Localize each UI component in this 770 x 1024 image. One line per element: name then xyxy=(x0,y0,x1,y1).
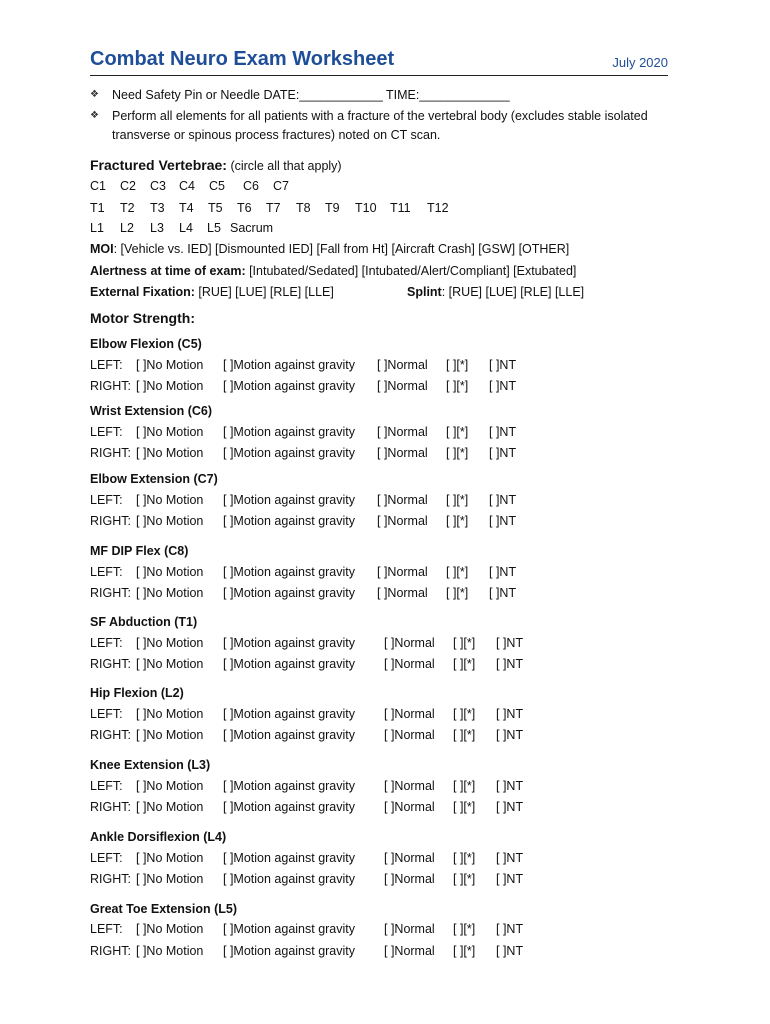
muscle-heading-wrist-extension-c6: Wrist Extension (C6) xyxy=(90,404,213,418)
header-date: July 2020 xyxy=(612,55,668,70)
nt-option[interactable]: [ ]NT xyxy=(496,728,524,742)
nt-option[interactable]: [ ]NT xyxy=(496,851,524,865)
left-side-label: LEFT: xyxy=(90,565,123,579)
vertebra-option[interactable]: T7 xyxy=(266,201,281,215)
left-motor-row xyxy=(90,779,550,795)
vertebra-option[interactable]: Sacrum xyxy=(230,221,274,235)
vertebra-option[interactable]: T1 xyxy=(90,201,105,215)
no-motion-option[interactable]: [ ]No Motion xyxy=(136,379,204,393)
normal-option[interactable]: [ ]Normal xyxy=(384,800,435,814)
motion-against-gravity-option[interactable]: [ ]Motion against gravity xyxy=(223,851,356,865)
star-option[interactable]: [ ][*] xyxy=(453,707,476,721)
diamond-bullet-icon: ❖ xyxy=(90,110,99,121)
vertebra-option[interactable]: T11 xyxy=(390,201,411,215)
vertebra-option[interactable]: T12 xyxy=(427,201,449,215)
worksheet-header xyxy=(90,48,668,76)
vertebra-option[interactable]: C2 xyxy=(120,179,136,193)
right-motor-row xyxy=(90,657,550,673)
right-motor-row xyxy=(90,379,550,395)
vertebra-option[interactable]: C1 xyxy=(90,179,106,193)
normal-option[interactable]: [ ]Normal xyxy=(377,425,428,439)
left-motor-row xyxy=(90,636,550,652)
vertebra-option[interactable]: C4 xyxy=(179,179,195,193)
star-option[interactable]: [ ][*] xyxy=(453,922,476,936)
vertebra-option[interactable]: T5 xyxy=(208,201,223,215)
bullet-text: Need Safety Pin or Needle DATE:____________ TIME:_____________ xyxy=(112,88,510,102)
left-side-label: LEFT: xyxy=(90,779,123,793)
vertebra-option[interactable]: L5 xyxy=(207,221,221,235)
vertebra-option[interactable]: C6 xyxy=(243,179,259,193)
nt-option[interactable]: [ ]NT xyxy=(489,425,517,439)
vertebra-option[interactable]: T2 xyxy=(120,201,135,215)
vertebra-option[interactable]: L1 xyxy=(90,221,104,235)
diamond-bullet-icon: ❖ xyxy=(90,89,99,100)
nt-option[interactable]: [ ]NT xyxy=(496,872,524,886)
no-motion-option[interactable]: [ ]No Motion xyxy=(136,851,204,865)
splint-group xyxy=(407,285,584,301)
right-motor-row xyxy=(90,728,550,744)
no-motion-option[interactable]: [ ]No Motion xyxy=(136,800,204,814)
external-fixation-row xyxy=(90,285,334,301)
motion-against-gravity-option[interactable]: [ ]Motion against gravity xyxy=(223,358,356,372)
left-side-label: LEFT: xyxy=(90,636,123,650)
motion-against-gravity-option[interactable]: [ ]Motion against gravity xyxy=(223,636,356,650)
nt-option[interactable]: [ ]NT xyxy=(496,657,524,671)
nt-option[interactable]: [ ]NT xyxy=(489,379,517,393)
page-title: Combat Neuro Exam Worksheet xyxy=(90,48,395,70)
motion-against-gravity-option[interactable]: [ ]Motion against gravity xyxy=(223,728,356,742)
star-option[interactable]: [ ][*] xyxy=(446,425,469,439)
motor-strength-heading xyxy=(90,310,195,326)
left-motor-row xyxy=(90,851,550,867)
right-side-label: RIGHT: xyxy=(90,657,131,671)
star-option[interactable]: [ ][*] xyxy=(453,851,476,865)
nt-option[interactable]: [ ]NT xyxy=(496,800,524,814)
star-option[interactable]: [ ][*] xyxy=(453,779,476,793)
muscle-heading-elbow-flexion-c5: Elbow Flexion (C5) xyxy=(90,337,202,351)
left-motor-row xyxy=(90,358,550,374)
star-option[interactable]: [ ][*] xyxy=(446,379,469,393)
left-side-label: LEFT: xyxy=(90,707,123,721)
fractured-vertebrae-heading xyxy=(90,157,342,173)
no-motion-option[interactable]: [ ]No Motion xyxy=(136,586,204,600)
right-side-label: RIGHT: xyxy=(90,728,131,742)
right-side-label: RIGHT: xyxy=(90,872,131,886)
motion-against-gravity-option[interactable]: [ ]Motion against gravity xyxy=(223,707,356,721)
motion-against-gravity-option[interactable]: [ ]Motion against gravity xyxy=(223,779,356,793)
normal-option[interactable]: [ ]Normal xyxy=(384,636,435,650)
muscle-heading-mf-dip-flex-c8: MF DIP Flex (C8) xyxy=(90,544,189,558)
alertness-options[interactable]: [Intubated/Sedated] [Intubated/Alert/Compliant] [Extubated] xyxy=(245,264,577,278)
star-option[interactable]: [ ][*] xyxy=(453,657,476,671)
normal-option[interactable]: [ ]Normal xyxy=(377,358,428,372)
normal-option[interactable]: [ ]Normal xyxy=(377,446,428,460)
muscle-heading-knee-extension-l3: Knee Extension (L3) xyxy=(90,758,211,772)
left-side-label: LEFT: xyxy=(90,425,123,439)
normal-option[interactable]: [ ]Normal xyxy=(384,872,435,886)
right-motor-row xyxy=(90,586,550,602)
external-fixation-label: External Fixation: xyxy=(90,285,195,299)
normal-option[interactable]: [ ]Normal xyxy=(384,657,435,671)
muscle-heading-hip-flexion-l2: Hip Flexion (L2) xyxy=(90,686,184,700)
muscle-heading-ankle-dorsiflexion-l4: Ankle Dorsiflexion (L4) xyxy=(90,830,227,844)
vertebra-option[interactable]: T9 xyxy=(325,201,340,215)
right-side-label: RIGHT: xyxy=(90,379,131,393)
alertness-row xyxy=(90,264,576,280)
bullet-text-continued: transverse or spinous process fractures) noted on CT scan. xyxy=(112,128,441,142)
nt-option[interactable]: [ ]NT xyxy=(489,565,517,579)
external-fixation-options[interactable]: [RUE] [LUE] [RLE] [LLE] xyxy=(194,285,334,299)
no-motion-option[interactable]: [ ]No Motion xyxy=(136,872,204,886)
right-motor-row xyxy=(90,446,550,462)
right-side-label: RIGHT: xyxy=(90,800,131,814)
left-motor-row xyxy=(90,425,550,441)
nt-option[interactable]: [ ]NT xyxy=(496,922,524,936)
muscle-heading-sf-abduction-t1: SF Abduction (T1) xyxy=(90,615,198,629)
star-option[interactable]: [ ][*] xyxy=(446,446,469,460)
motion-against-gravity-option[interactable]: [ ]Motion against gravity xyxy=(223,657,356,671)
star-option[interactable]: [ ][*] xyxy=(453,800,476,814)
muscle-heading-elbow-extension-c7: Elbow Extension (C7) xyxy=(90,472,218,486)
left-side-label: LEFT: xyxy=(90,922,123,936)
vertebra-option[interactable]: L2 xyxy=(120,221,134,235)
left-side-label: LEFT: xyxy=(90,493,123,507)
motion-against-gravity-option[interactable]: [ ]Motion against gravity xyxy=(223,944,356,958)
right-motor-row xyxy=(90,872,550,888)
nt-option[interactable]: [ ]NT xyxy=(489,514,517,528)
motion-against-gravity-option[interactable]: [ ]Motion against gravity xyxy=(223,446,356,460)
nt-option[interactable]: [ ]NT xyxy=(496,636,524,650)
splint-label: Splint xyxy=(407,285,442,299)
motion-against-gravity-option[interactable]: [ ]Motion against gravity xyxy=(223,379,356,393)
left-side-label: LEFT: xyxy=(90,851,123,865)
moi-label: MOI xyxy=(90,242,114,256)
vertebra-option[interactable]: T10 xyxy=(355,201,377,215)
right-motor-row xyxy=(90,514,550,530)
right-side-label: RIGHT: xyxy=(90,514,131,528)
left-motor-row xyxy=(90,922,550,938)
bullet-text: Perform all elements for all patients with a fracture of the vertebral body (excludes stable isolated xyxy=(112,109,648,123)
motion-against-gravity-option[interactable]: [ ]Motion against gravity xyxy=(223,872,356,886)
no-motion-option[interactable]: [ ]No Motion xyxy=(136,944,204,958)
right-side-label: RIGHT: xyxy=(90,446,131,460)
alertness-label: Alertness at time of exam: xyxy=(90,264,246,278)
normal-option[interactable]: [ ]Normal xyxy=(377,493,428,507)
no-motion-option[interactable]: [ ]No Motion xyxy=(136,779,204,793)
vertebra-option[interactable]: C7 xyxy=(273,179,289,193)
vertebra-option[interactable]: T4 xyxy=(179,201,194,215)
no-motion-option[interactable]: [ ]No Motion xyxy=(136,514,204,528)
no-motion-option[interactable]: [ ]No Motion xyxy=(136,358,204,372)
nt-option[interactable]: [ ]NT xyxy=(489,358,517,372)
normal-option[interactable]: [ ]Normal xyxy=(384,728,435,742)
normal-option[interactable]: [ ]Normal xyxy=(377,586,428,600)
normal-option[interactable]: [ ]Normal xyxy=(384,707,435,721)
left-motor-row xyxy=(90,707,550,723)
normal-option[interactable]: [ ]Normal xyxy=(377,379,428,393)
motion-against-gravity-option[interactable]: [ ]Motion against gravity xyxy=(223,425,356,439)
star-option[interactable]: [ ][*] xyxy=(446,565,469,579)
normal-option[interactable]: [ ]Normal xyxy=(384,922,435,936)
no-motion-option[interactable]: [ ]No Motion xyxy=(136,922,204,936)
star-option[interactable]: [ ][*] xyxy=(446,514,469,528)
fractured-vertebrae-label: Fractured Vertebrae: xyxy=(90,157,227,173)
motion-against-gravity-option[interactable]: [ ]Motion against gravity xyxy=(223,493,356,507)
no-motion-option[interactable]: [ ]No Motion xyxy=(136,707,204,721)
no-motion-option[interactable]: [ ]No Motion xyxy=(136,565,204,579)
normal-option[interactable]: [ ]Normal xyxy=(384,944,435,958)
fractured-vertebrae-note: (circle all that apply) xyxy=(230,159,342,173)
vertebra-option[interactable]: L4 xyxy=(179,221,193,235)
normal-option[interactable]: [ ]Normal xyxy=(384,779,435,793)
normal-option[interactable]: [ ]Normal xyxy=(377,514,428,528)
nt-option[interactable]: [ ]NT xyxy=(496,779,524,793)
nt-option[interactable]: [ ]NT xyxy=(489,446,517,460)
nt-option[interactable]: [ ]NT xyxy=(489,493,517,507)
right-side-label: RIGHT: xyxy=(90,586,131,600)
no-motion-option[interactable]: [ ]No Motion xyxy=(136,446,204,460)
motion-against-gravity-option[interactable]: [ ]Motion against gravity xyxy=(223,514,356,528)
no-motion-option[interactable]: [ ]No Motion xyxy=(136,728,204,742)
right-side-label: RIGHT: xyxy=(90,944,131,958)
star-option[interactable]: [ ][*] xyxy=(453,636,476,650)
vertebra-option[interactable]: T8 xyxy=(296,201,311,215)
no-motion-option[interactable]: [ ]No Motion xyxy=(136,425,204,439)
nt-option[interactable]: [ ]NT xyxy=(489,586,517,600)
motor-strength-title: Motor Strength: xyxy=(90,310,195,326)
motion-against-gravity-option[interactable]: [ ]Motion against gravity xyxy=(223,922,356,936)
no-motion-option[interactable]: [ ]No Motion xyxy=(136,493,204,507)
motion-against-gravity-option[interactable]: [ ]Motion against gravity xyxy=(223,800,356,814)
vertebra-option[interactable]: L3 xyxy=(150,221,164,235)
moi-options[interactable]: : [Vehicle vs. IED] [Dismounted IED] [Fall from Ht] [Aircraft Crash] [GSW] [OTHER] xyxy=(113,242,570,256)
motion-against-gravity-option[interactable]: [ ]Motion against gravity xyxy=(223,565,356,579)
star-option[interactable]: [ ][*] xyxy=(453,944,476,958)
vertebra-option[interactable]: T3 xyxy=(150,201,165,215)
nt-option[interactable]: [ ]NT xyxy=(496,944,524,958)
vertebra-option[interactable]: T6 xyxy=(237,201,252,215)
vertebra-option[interactable]: C3 xyxy=(150,179,166,193)
left-motor-row xyxy=(90,493,550,509)
moi-row xyxy=(90,242,569,258)
vertebra-option[interactable]: C5 xyxy=(209,179,225,193)
left-motor-row xyxy=(90,565,550,581)
right-motor-row xyxy=(90,800,550,816)
star-option[interactable]: [ ][*] xyxy=(446,586,469,600)
star-option[interactable]: [ ][*] xyxy=(453,728,476,742)
normal-option[interactable]: [ ]Normal xyxy=(377,565,428,579)
no-motion-option[interactable]: [ ]No Motion xyxy=(136,636,204,650)
star-option[interactable]: [ ][*] xyxy=(453,872,476,886)
motion-against-gravity-option[interactable]: [ ]Motion against gravity xyxy=(223,586,356,600)
nt-option[interactable]: [ ]NT xyxy=(496,707,524,721)
right-motor-row xyxy=(90,944,550,960)
muscle-heading-great-toe-extension-l5: Great Toe Extension (L5) xyxy=(90,902,238,916)
star-option[interactable]: [ ][*] xyxy=(446,493,469,507)
no-motion-option[interactable]: [ ]No Motion xyxy=(136,657,204,671)
splint-options[interactable]: : [RUE] [LUE] [RLE] [LLE] xyxy=(441,285,585,299)
star-option[interactable]: [ ][*] xyxy=(446,358,469,372)
normal-option[interactable]: [ ]Normal xyxy=(384,851,435,865)
left-side-label: LEFT: xyxy=(90,358,123,372)
